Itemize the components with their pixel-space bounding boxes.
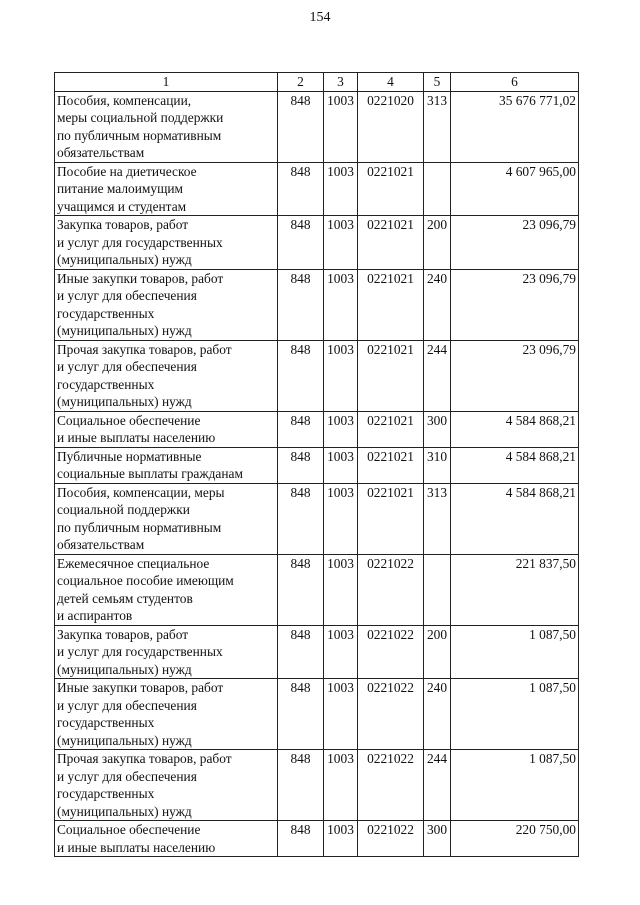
row-code-4: 0221022 [358,625,424,679]
row-name: Публичные нормативные социальные выплаты гражданам [55,447,278,483]
row-code-5: 310 [424,447,451,483]
row-name: Пособие на диетическое питание малоимущим учащимся и студентам [55,162,278,216]
row-code-2: 848 [278,216,324,270]
table-row [55,269,579,340]
row-code-4: 0221021 [358,216,424,270]
row-code-3: 1003 [324,447,358,483]
table-row [55,821,579,857]
row-code-2: 848 [278,750,324,821]
row-code-3: 1003 [324,483,358,554]
row-name: Пособия, компенсации, меры социальной поддержки по публичным нормативным обязательствам [55,91,278,162]
row-code-4: 0221020 [358,91,424,162]
row-code-5: 300 [424,821,451,857]
row-name: Пособия, компенсации, меры социальной поддержки по публичным нормативным обязательствам [55,483,278,554]
table-row [55,554,579,625]
row-code-4: 0221021 [358,411,424,447]
row-code-5: 200 [424,216,451,270]
row-code-4: 0221022 [358,679,424,750]
row-code-3: 1003 [324,750,358,821]
row-code-5: 313 [424,91,451,162]
row-code-2: 848 [278,679,324,750]
row-code-3: 1003 [324,162,358,216]
row-amount: 1 087,50 [451,679,579,750]
row-code-5: 240 [424,679,451,750]
row-name: Иные закупки товаров, работ и услуг для обеспечения государственных (муниципальных) нужд [55,679,278,750]
row-code-3: 1003 [324,821,358,857]
row-code-5: 300 [424,411,451,447]
row-code-4: 0221021 [358,483,424,554]
row-code-2: 848 [278,447,324,483]
row-code-3: 1003 [324,679,358,750]
row-code-5 [424,162,451,216]
table-row [55,216,579,270]
row-code-4: 0221021 [358,162,424,216]
table-row [55,625,579,679]
header-col-4: 4 [358,73,424,92]
row-code-2: 848 [278,91,324,162]
row-name: Прочая закупка товаров, работ и услуг для обеспечения государственных (муниципальных) нужд [55,750,278,821]
row-code-5: 244 [424,750,451,821]
row-code-4: 0221021 [358,269,424,340]
row-code-4: 0221021 [358,340,424,411]
row-code-2: 848 [278,411,324,447]
header-col-6: 6 [451,73,579,92]
row-code-3: 1003 [324,216,358,270]
row-code-3: 1003 [324,340,358,411]
row-amount: 4 584 868,21 [451,483,579,554]
row-amount: 1 087,50 [451,625,579,679]
row-amount: 220 750,00 [451,821,579,857]
row-code-2: 848 [278,625,324,679]
row-amount: 4 607 965,00 [451,162,579,216]
row-amount: 23 096,79 [451,269,579,340]
row-name: Закупка товаров, работ и услуг для государственных (муниципальных) нужд [55,625,278,679]
row-code-4: 0221022 [358,821,424,857]
table-row [55,340,579,411]
row-code-3: 1003 [324,625,358,679]
row-code-5: 200 [424,625,451,679]
row-name: Социальное обеспечение и иные выплаты населению [55,821,278,857]
row-code-2: 848 [278,269,324,340]
row-name: Прочая закупка товаров, работ и услуг для обеспечения государственных (муниципальных) нужд [55,340,278,411]
table-row [55,411,579,447]
row-code-2: 848 [278,821,324,857]
row-amount: 4 584 868,21 [451,447,579,483]
row-code-2: 848 [278,162,324,216]
row-code-3: 1003 [324,554,358,625]
row-code-4: 0221022 [358,554,424,625]
row-code-2: 848 [278,340,324,411]
budget-table [54,72,579,857]
row-code-4: 0221022 [358,750,424,821]
row-amount: 221 837,50 [451,554,579,625]
row-amount: 35 676 771,02 [451,91,579,162]
table-row [55,679,579,750]
row-name: Иные закупки товаров, работ и услуг для обеспечения государственных (муниципальных) нужд [55,269,278,340]
row-name: Закупка товаров, работ и услуг для государственных (муниципальных) нужд [55,216,278,270]
table-row [55,483,579,554]
row-code-3: 1003 [324,269,358,340]
row-amount: 1 087,50 [451,750,579,821]
row-code-5: 244 [424,340,451,411]
row-amount: 23 096,79 [451,216,579,270]
row-code-4: 0221021 [358,447,424,483]
table-row [55,162,579,216]
table-body [55,91,579,857]
row-code-5: 240 [424,269,451,340]
header-col-5: 5 [424,73,451,92]
row-code-5: 313 [424,483,451,554]
table-row [55,447,579,483]
row-name: Социальное обеспечение и иные выплаты населению [55,411,278,447]
page-number: 154 [309,10,331,25]
header-col-1: 1 [55,73,278,92]
row-amount: 23 096,79 [451,340,579,411]
row-name: Ежемесячное специальное социальное пособие имеющим детей семьям студентов и аспирантов [55,554,278,625]
header-col-2: 2 [278,73,324,92]
row-code-2: 848 [278,554,324,625]
row-code-3: 1003 [324,91,358,162]
header-col-3: 3 [324,73,358,92]
header-row [55,73,579,92]
row-code-3: 1003 [324,411,358,447]
row-code-5 [424,554,451,625]
table-row [55,91,579,162]
table-row [55,750,579,821]
row-code-2: 848 [278,483,324,554]
row-amount: 4 584 868,21 [451,411,579,447]
